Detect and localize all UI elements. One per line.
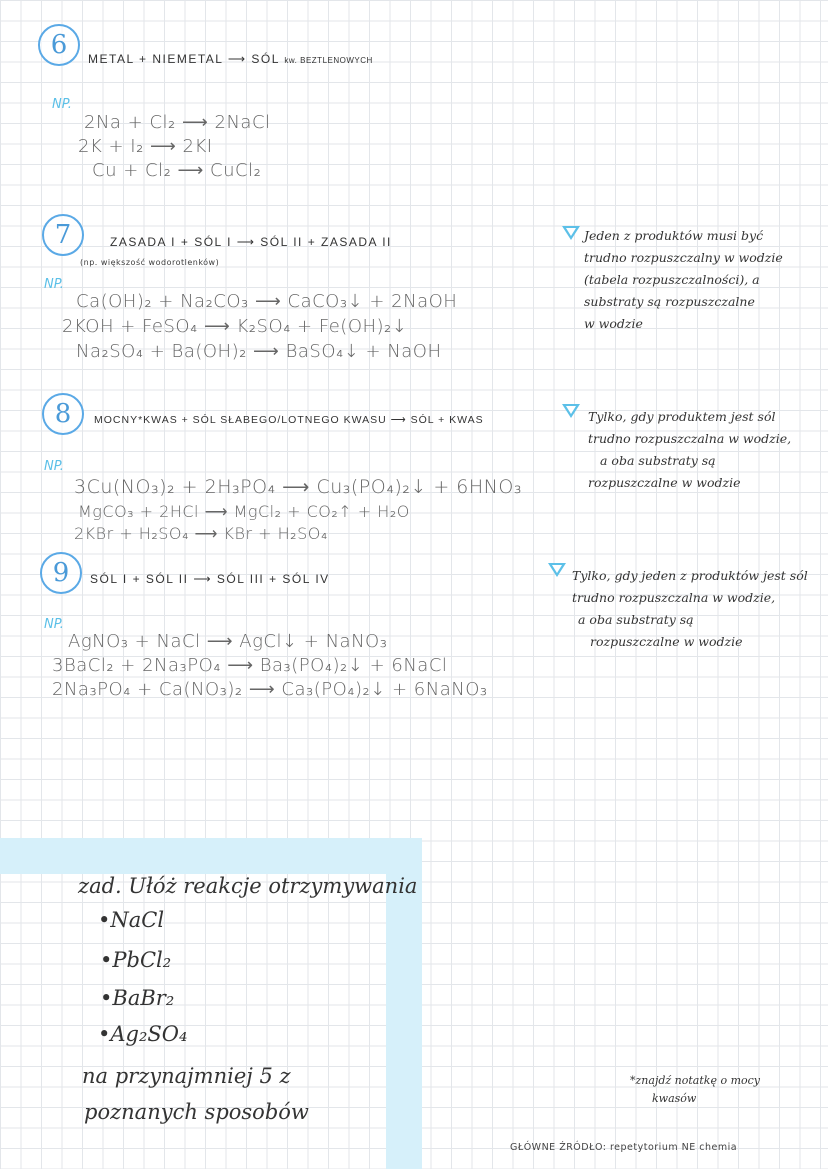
note-9-line: a oba substraty są xyxy=(578,612,694,627)
section-7-subtitle: (np. większość wodorotlenków) xyxy=(80,258,220,267)
note-8 xyxy=(588,406,791,494)
note-8-line: a oba substraty są xyxy=(600,453,716,468)
note-7 xyxy=(584,225,783,335)
task-title: zad. Ułóż reakcje otrzymywania xyxy=(78,874,418,898)
section-7-title: ZASADA I + SÓL I ⟶ SÓL II + ZASADA II xyxy=(110,235,392,249)
aside-note-line: *znajdź notatkę o mocy xyxy=(630,1074,761,1087)
section-number-9: 9 xyxy=(40,552,82,594)
equation-7-1: Ca(OH)₂ + Na₂CO₃ ⟶ CaCO₃↓ + 2NaOH xyxy=(76,291,458,312)
aside-note-line: kwasów xyxy=(652,1092,697,1105)
note-9-line: Tylko, gdy jeden z produktów jest sól xyxy=(572,568,808,583)
task-item: • NaCl xyxy=(98,908,164,932)
task-footer: na przynajmniej 5 z xyxy=(82,1064,291,1088)
section-9-title: SÓL I + SÓL II ⟶ SÓL III + SÓL IV xyxy=(90,572,330,586)
section-6-header xyxy=(88,52,373,66)
task-footer: poznanych sposobów xyxy=(84,1100,309,1124)
note-7-line: trudno rozpuszczalny w wodzie xyxy=(584,250,783,265)
section-number-8: 8 xyxy=(42,393,84,435)
warning-triangle-icon xyxy=(548,563,566,577)
equation-6-1: 2Na + Cl₂ ⟶ 2NaCl xyxy=(84,112,271,133)
task-item: • PbCl₂ xyxy=(100,948,171,972)
warning-triangle-icon xyxy=(562,226,580,240)
note-8-line: Tylko, gdy produktem jest sól xyxy=(588,409,776,424)
note-7-line: substraty są rozpuszczalne xyxy=(584,294,755,309)
example-label-9: NP. xyxy=(44,617,64,632)
equation-9-1: AgNO₃ + NaCl ⟶ AgCl↓ + NaNO₃ xyxy=(68,631,388,652)
equation-9-3: 2Na₃PO₄ + Ca(NO₃)₂ ⟶ Ca₃(PO₄)₂↓ + 6NaNO₃ xyxy=(52,679,488,700)
equation-7-3: Na₂SO₄ + Ba(OH)₂ ⟶ BaSO₄↓ + NaOH xyxy=(76,341,442,362)
source-line: GŁÓWNE ŹRÓDŁO: repetytorium NE chemia xyxy=(510,1142,738,1153)
equation-8-3: 2KBr + H₂SO₄ ⟶ KBr + H₂SO₄ xyxy=(74,524,328,543)
note-8-line: trudno rozpuszczalna w wodzie, xyxy=(588,431,792,446)
equation-6-2: 2K + I₂ ⟶ 2KI xyxy=(78,136,213,157)
aside-note xyxy=(630,1072,760,1108)
example-label-6: NP. xyxy=(52,97,72,112)
note-9-line: rozpuszczalne w wodzie xyxy=(590,634,743,649)
note-9 xyxy=(572,565,808,653)
section-number-7: 7 xyxy=(42,214,84,256)
section-8-title: MOCNY*KWAS + SÓL SŁABEGO/LOTNEGO KWASU ⟶ SÓL + KWAS xyxy=(94,414,484,426)
section-6-title: METAL + NIEMETAL xyxy=(88,52,224,66)
equation-6-3: Cu + Cl₂ ⟶ CuCl₂ xyxy=(92,160,262,181)
task-item: • Ag₂SO₄ xyxy=(98,1022,187,1046)
arrow-icon: ⟶ xyxy=(227,52,247,66)
note-9-line: trudno rozpuszczalna w wodzie, xyxy=(572,590,776,605)
equation-7-2: 2KOH + FeSO₄ ⟶ K₂SO₄ + Fe(OH)₂↓ xyxy=(62,316,408,337)
note-7-line: (tabela rozpuszczalności), a xyxy=(584,272,760,287)
task-item: • BaBr₂ xyxy=(100,986,174,1010)
equation-8-2: MgCO₃ + 2HCl ⟶ MgCl₂ + CO₂↑ + H₂O xyxy=(78,502,410,521)
example-label-7: NP. xyxy=(44,277,64,292)
note-7-line: Jeden z produktów musi być xyxy=(584,228,764,243)
section-6-result: SÓL xyxy=(251,52,280,66)
warning-triangle-icon xyxy=(562,404,580,418)
note-8-line: rozpuszczalne w wodzie xyxy=(588,475,741,490)
section-number-6: 6 xyxy=(38,24,80,66)
highlight-bar-horizontal xyxy=(0,838,420,874)
section-6-suffix: kw. BEZTLENOWYCH xyxy=(284,56,373,65)
example-label-8: NP. xyxy=(44,459,64,474)
equation-9-2: 3BaCl₂ + 2Na₃PO₄ ⟶ Ba₃(PO₄)₂↓ + 6NaCl xyxy=(52,655,448,676)
note-7-line: w wodzie xyxy=(584,316,643,331)
equation-8-1: 3Cu(NO₃)₂ + 2H₃PO₄ ⟶ Cu₃(PO₄)₂↓ + 6HNO₃ xyxy=(74,476,522,498)
